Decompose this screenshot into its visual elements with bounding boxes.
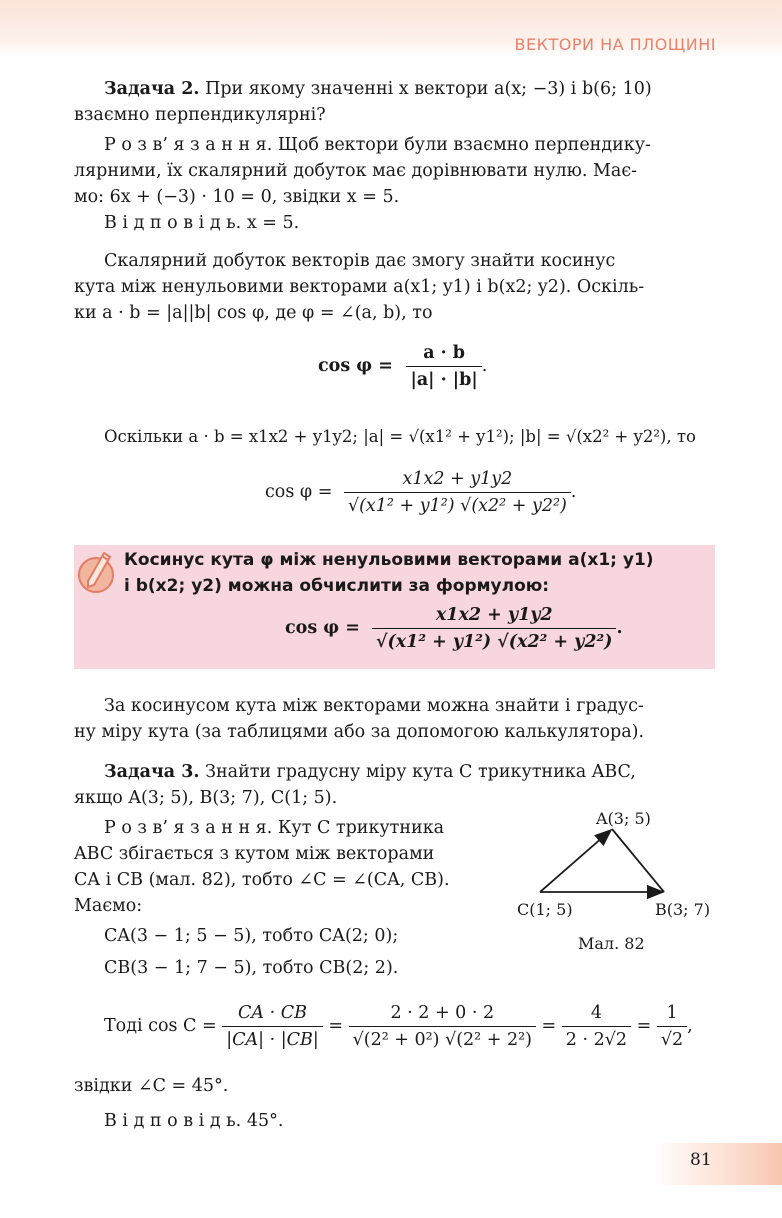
task3-frac2-denominator: √(2² + 0²) √(2² + 2²) <box>352 1030 532 1050</box>
task3-line2: якщо A(3; 5), B(3; 7), C(1; 5). <box>74 788 338 808</box>
figure-label-a: A(3; 5) <box>596 809 651 828</box>
task3-frac3-denominator: 2 · 2√2 <box>565 1030 628 1050</box>
vector-ca <box>540 830 611 892</box>
rule-formula-lhs: cos φ = <box>285 618 360 638</box>
task3-frac2 <box>349 1000 536 1053</box>
running-head: ВЕКТОРИ НА ПЛОЩИНІ <box>514 35 716 54</box>
formula1-lhs: cos φ = <box>318 356 393 376</box>
rule-formula-denominator: √(x1² + y1²) √(x2² + y2²) <box>375 632 613 652</box>
formula-cos-coords: cos φ = $\frac{x1x2 + y1y2}{\text{√(x1² + y1²) √(x2² + y2²)}}$ . <box>265 466 576 519</box>
formula1-fraction <box>406 340 481 393</box>
task3-solution-line1 <box>104 815 444 841</box>
figure-label-b: B(3; 7) <box>655 900 711 919</box>
figure-caption: Мал. 82 <box>578 934 645 953</box>
task2-solution-text: Щоб вектори були взаємно перпендику- <box>272 135 651 155</box>
rule-line2: і b(x2; y2) можна обчислити за формулою: <box>124 576 550 596</box>
task3-frac2-numerator: 2 · 2 + 0 · 2 <box>349 1000 536 1027</box>
task3-solution-line2: ABC збігається з кутом між векторами <box>74 844 435 864</box>
task2-answer-label: В і д п о в і д ь. <box>104 213 242 233</box>
formula2-fraction <box>344 466 571 519</box>
task2-answer <box>104 210 299 236</box>
task3-ca-line: CA(3 − 1; 5 − 5), тобто CA(2; 0); <box>104 926 399 946</box>
degree-note-line2: ну міру кута (за таблицями або за допомогою калькулятора). <box>74 722 645 742</box>
task3-frac4 <box>657 1000 687 1053</box>
task3-answer-label: В і д п о в і д ь. <box>104 1111 242 1131</box>
task3-label: Задача 3. <box>104 762 200 782</box>
theory-line2: кута між ненульовими векторами a(x1; y1) і b(x2; y2). Оскіль- <box>74 277 645 297</box>
task3-solution-line3: CA і CB (мал. 82), тобто ∠C = ∠(CA, CB). <box>74 870 450 890</box>
task3-then-label: Тоді cos C = <box>104 1016 217 1036</box>
rule-formula-fraction <box>372 602 616 655</box>
task2-line2: взаємно перпендикулярні? <box>74 105 326 125</box>
task3-frac3 <box>562 1000 631 1053</box>
task2-solution-line1 <box>104 132 651 158</box>
formula2-denominator: √(x1² + y1²) √(x2² + y2²) <box>347 496 567 516</box>
task3-solution-text: Кут C трикутника <box>272 818 445 838</box>
degree-note-line1: За косинусом кута між векторами можна знайти і градус- <box>104 696 644 716</box>
task2-solution-line2: лярними, їх скалярний добуток має дорівнювати нулю. Має- <box>74 161 638 181</box>
task2-question: При якому значенні x вектори a(x; −3) і b(6; 10) <box>205 79 652 99</box>
segment-ab <box>612 829 664 892</box>
theory-line1: Скалярний добуток векторів дає змогу знайти косинус <box>104 251 616 271</box>
task3-frac1-denominator: |CA| · |CB| <box>226 1030 319 1050</box>
task3-answer-value: 45°. <box>241 1111 284 1131</box>
page-number: 81 <box>690 1150 712 1170</box>
rule-formula-numerator: x1x2 + y1y2 <box>372 602 616 629</box>
task3-answer <box>104 1108 283 1134</box>
task3-result: звідки ∠C = 45°. <box>74 1076 229 1096</box>
figure-label-c: C(1; 5) <box>517 900 573 919</box>
task2-line1 <box>104 76 652 102</box>
task3-frac4-numerator: 1 <box>657 1000 687 1027</box>
formula1-denominator: |a| · |b| <box>410 370 478 390</box>
formula-cos-vectors: cos φ = $\frac{a \cdot b}{|a| \cdot |b|}$ . <box>318 340 487 393</box>
task2-solution-line3: мо: 6x + (−3) · 10 = 0, звідки x = 5. <box>74 187 400 207</box>
pencil-note-icon <box>76 549 116 597</box>
formula2-lhs: cos φ = <box>265 482 333 502</box>
task2-answer-value: x = 5. <box>241 213 300 233</box>
task3-solution-line4: Маємо: <box>74 896 143 916</box>
task3-frac4-denominator: √2 <box>660 1030 684 1050</box>
formula2-numerator: x1x2 + y1y2 <box>344 466 571 493</box>
formula1-numerator: a · b <box>406 340 481 367</box>
task3-frac1 <box>222 1000 323 1053</box>
task3-frac1-numerator: CA · CB <box>222 1000 323 1027</box>
theory-line4: Оскільки a · b = x1x2 + y1y2; |a| = √(x1² + y1²); |b| = √(x2² + y2²), то <box>104 427 696 446</box>
task3-line1 <box>104 759 636 785</box>
task3-question: Знайти градусну міру кута C трикутника ABC, <box>205 762 636 782</box>
page-tab <box>652 1143 782 1185</box>
task2-label: Задача 2. <box>104 79 200 99</box>
rule-formula: cos φ = $\frac{x1x2 + y1y2}{\text{√(x1² + y1²) √(x2² + y2²)}}$ . <box>285 602 623 655</box>
task3-solution-label: Р о з в’ я з а н н я. <box>104 818 273 838</box>
rule-line1: Косинус кута φ між ненульовими векторами a(x1; y1) <box>124 550 654 570</box>
task2-solution-label: Р о з в’ я з а н н я. <box>104 135 273 155</box>
task3-calculation: Тоді cos C = $\frac{CA \cdot CB}{|CA| \cdot |CB|}$ = $\frac{2 \cdot 2 + 0 \cdot 2}{\text{√(2² + 0²) √(2² + 2²)}}$ = $\frac{4}{2 \cdot 2√2}$ = $\frac{1}{√2}$ , <box>104 1000 693 1053</box>
task3-frac3-numerator: 4 <box>562 1000 631 1027</box>
task3-cb-line: CB(3 − 1; 7 − 5), тобто CB(2; 2). <box>104 958 399 978</box>
theory-line3: ки a · b = |a||b| cos φ, де φ = ∠(a, b), то <box>74 303 433 323</box>
